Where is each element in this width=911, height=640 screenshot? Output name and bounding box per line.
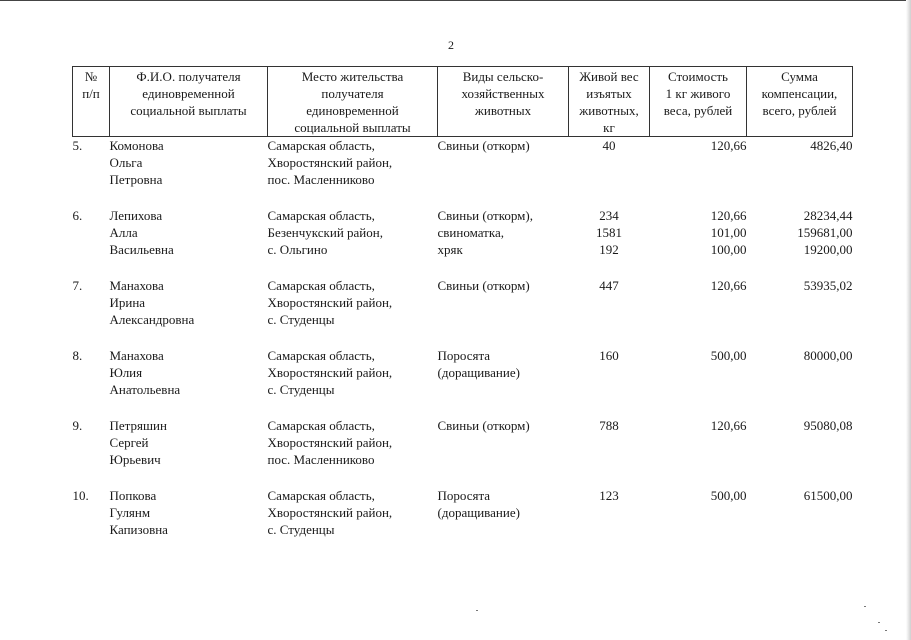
cell-text-line: 120,66 xyxy=(710,418,747,433)
cell-text-line: 788 xyxy=(599,418,619,433)
table-header-row xyxy=(73,67,853,137)
header-text-line: социальной выплаты xyxy=(294,120,411,135)
cell-text-line: Васильевна xyxy=(109,242,174,257)
cell-text-line: 80000,00 xyxy=(803,348,853,363)
cell-weight xyxy=(569,487,650,557)
scan-right-edge xyxy=(906,0,911,640)
table-row xyxy=(73,207,853,277)
header-text-line: животных xyxy=(474,103,532,118)
cell-sum xyxy=(747,487,853,557)
table-row xyxy=(73,417,853,487)
cell-cost xyxy=(650,207,747,277)
cell-sum xyxy=(747,347,853,417)
cell-cost xyxy=(650,487,747,557)
table-row xyxy=(73,487,853,557)
cell-text-line: 28234,44 xyxy=(803,208,853,223)
cell-text-line: Лепихова xyxy=(109,208,163,223)
cell-text-line: 447 xyxy=(599,278,619,293)
cell-fio xyxy=(110,137,268,208)
cell-num: 5. xyxy=(72,138,83,153)
cell-sum xyxy=(747,277,853,347)
cell-text-line: 120,66 xyxy=(710,278,747,293)
cell-place xyxy=(268,137,438,208)
cell-text-line: Петряшин xyxy=(109,418,167,433)
cell-text-line: пос. Масленниково xyxy=(267,452,375,467)
cell-place xyxy=(268,207,438,277)
cell-text-line: 40 xyxy=(602,138,616,153)
cell-text-line: 120,66 xyxy=(710,138,747,153)
cell-text-line: с. Студенцы xyxy=(267,522,335,537)
cell-kind xyxy=(438,487,569,557)
cell-text-line: Манахова xyxy=(109,278,164,293)
header-text-line: кг xyxy=(603,120,615,135)
header-text-line: п/п xyxy=(82,86,100,101)
cell-num: 8. xyxy=(72,348,83,363)
cell-text-line: Капизовна xyxy=(109,522,168,537)
header-text-line: единовременной xyxy=(306,103,399,118)
cell-text-line: с. Студенцы xyxy=(267,382,335,397)
header-text-line: компенсации, xyxy=(761,86,838,101)
cell-fio xyxy=(110,417,268,487)
header-text-line: веса, рублей xyxy=(663,103,733,118)
cell-sum xyxy=(747,417,853,487)
cell-text-line: Попкова xyxy=(109,488,157,503)
cell-cost xyxy=(650,417,747,487)
cell-text-line: Свиньи (откорм), xyxy=(437,208,533,223)
cell-sum xyxy=(747,137,853,208)
cell-text-line: Самарская область, xyxy=(267,278,375,293)
cell-text-line: пос. Масленниково xyxy=(267,172,375,187)
cell-text-line: Самарская область, xyxy=(267,488,375,503)
cell-kind xyxy=(438,347,569,417)
scan-speck xyxy=(885,630,887,631)
table-row xyxy=(73,277,853,347)
cell-text-line: Поросята xyxy=(437,488,491,503)
header-text-line: Место жительства xyxy=(301,69,404,84)
header-text-line: всего, рублей xyxy=(762,103,837,118)
cell-text-line: 160 xyxy=(599,348,619,363)
cell-text-line: Юлия xyxy=(109,365,143,380)
cell-kind xyxy=(438,277,569,347)
header-text-line: Виды сельско- xyxy=(462,69,544,84)
header-text-line: социальной выплаты xyxy=(130,103,247,118)
page-number: 2 xyxy=(448,38,454,52)
cell-text-line: Петровна xyxy=(109,172,163,187)
header-text-line: № xyxy=(84,69,98,84)
cell-text-line: Комонова xyxy=(109,138,164,153)
cell-text-line: с. Ольгино xyxy=(267,242,328,257)
header-text-line: хозяйственных xyxy=(461,86,545,101)
cell-sum xyxy=(747,207,853,277)
cell-text-line: Самарская область, xyxy=(267,348,375,363)
header-text-line: животных, xyxy=(579,103,639,118)
cell-text-line: 234 xyxy=(599,208,619,223)
cell-cost xyxy=(650,347,747,417)
cell-text-line: свиноматка, xyxy=(437,225,504,240)
cell-text-line: Александровна xyxy=(109,312,195,327)
header-kind xyxy=(438,67,569,137)
header-fio xyxy=(110,67,268,137)
cell-text-line: Анатольевна xyxy=(109,382,181,397)
cell-text-line: Самарская область, xyxy=(267,138,375,153)
cell-fio xyxy=(110,277,268,347)
scan-speck xyxy=(864,606,866,607)
cell-weight xyxy=(569,417,650,487)
cell-weight xyxy=(569,277,650,347)
cell-text-line: 159681,00 xyxy=(797,225,853,240)
cell-text-line: 500,00 xyxy=(710,348,747,363)
scan-speck xyxy=(878,622,880,623)
header-text-line: Ф.И.О. получателя xyxy=(136,69,241,84)
cell-num: 10. xyxy=(72,488,89,503)
cell-text-line: Хворостянский район, xyxy=(267,435,393,450)
cell-text-line: Ольга xyxy=(109,155,143,170)
cell-text-line: 95080,08 xyxy=(803,418,853,433)
cell-kind xyxy=(438,417,569,487)
scan-speck xyxy=(476,610,478,611)
cell-text-line: Манахова xyxy=(109,348,164,363)
header-text-line: Сумма xyxy=(781,69,818,84)
header-place xyxy=(268,67,438,137)
cell-text-line: хряк xyxy=(437,242,463,257)
cell-text-line: Самарская область, xyxy=(267,208,375,223)
header-text-line: изъятых xyxy=(586,86,632,101)
header-text-line: единовременной xyxy=(142,86,235,101)
cell-text-line: Самарская область, xyxy=(267,418,375,433)
cell-text-line: Хворостянский район, xyxy=(267,365,393,380)
cell-text-line: Ирина xyxy=(109,295,146,310)
cell-text-line: Сергей xyxy=(109,435,149,450)
cell-cost xyxy=(650,277,747,347)
cell-text-line: (доращивание) xyxy=(437,505,520,520)
cell-text-line: Свиньи (откорм) xyxy=(437,138,530,153)
table-row xyxy=(73,347,853,417)
cell-text-line: Алла xyxy=(109,225,138,240)
header-text-line: 1 кг живого xyxy=(665,86,731,101)
cell-text-line: с. Студенцы xyxy=(267,312,335,327)
cell-weight xyxy=(569,137,650,208)
table-row xyxy=(73,137,853,208)
cell-place xyxy=(268,417,438,487)
header-text-line: получателя xyxy=(321,86,384,101)
header-weight xyxy=(569,67,650,137)
cell-text-line: 120,66 xyxy=(710,208,747,223)
cell-text-line: Поросята xyxy=(437,348,491,363)
cell-text-line: (доращивание) xyxy=(437,365,520,380)
cell-text-line: 19200,00 xyxy=(803,242,853,257)
cell-cost xyxy=(650,137,747,208)
cell-place xyxy=(268,347,438,417)
cell-fio xyxy=(110,347,268,417)
cell-num: 6. xyxy=(72,208,83,223)
header-text-line: Стоимость xyxy=(668,69,728,84)
header-sum xyxy=(747,67,853,137)
cell-text-line: Свиньи (откорм) xyxy=(437,418,530,433)
cell-text-line: 192 xyxy=(599,242,619,257)
cell-text-line: Хворостянский район, xyxy=(267,295,393,310)
header-num xyxy=(73,67,110,137)
header-cost xyxy=(650,67,747,137)
cell-text-line: 101,00 xyxy=(710,225,747,240)
cell-num: 7. xyxy=(72,278,83,293)
cell-place xyxy=(268,277,438,347)
cell-text-line: Хворостянский район, xyxy=(267,505,393,520)
scan-top-edge xyxy=(0,0,911,1)
cell-num: 9. xyxy=(72,418,83,433)
header-text-line: Живой вес xyxy=(579,69,639,84)
cell-fio xyxy=(110,207,268,277)
cell-place xyxy=(268,487,438,557)
cell-text-line: Свиньи (откорм) xyxy=(437,278,530,293)
cell-fio xyxy=(110,487,268,557)
compensation-table xyxy=(72,66,853,557)
cell-text-line: Безенчукский район, xyxy=(267,225,383,240)
cell-text-line: 53935,02 xyxy=(803,278,853,293)
cell-kind xyxy=(438,137,569,208)
cell-text-line: 4826,40 xyxy=(810,138,853,153)
cell-text-line: Юрьевич xyxy=(109,452,161,467)
cell-text-line: Хворостянский район, xyxy=(267,155,393,170)
table-body xyxy=(73,137,853,558)
cell-text-line: 1581 xyxy=(596,225,622,240)
cell-kind xyxy=(438,207,569,277)
cell-text-line: 61500,00 xyxy=(803,488,853,503)
cell-weight xyxy=(569,347,650,417)
cell-text-line: 100,00 xyxy=(710,242,747,257)
cell-text-line: 500,00 xyxy=(710,488,747,503)
cell-weight xyxy=(569,207,650,277)
cell-text-line: 123 xyxy=(599,488,619,503)
cell-text-line: Гулянм xyxy=(109,505,151,520)
